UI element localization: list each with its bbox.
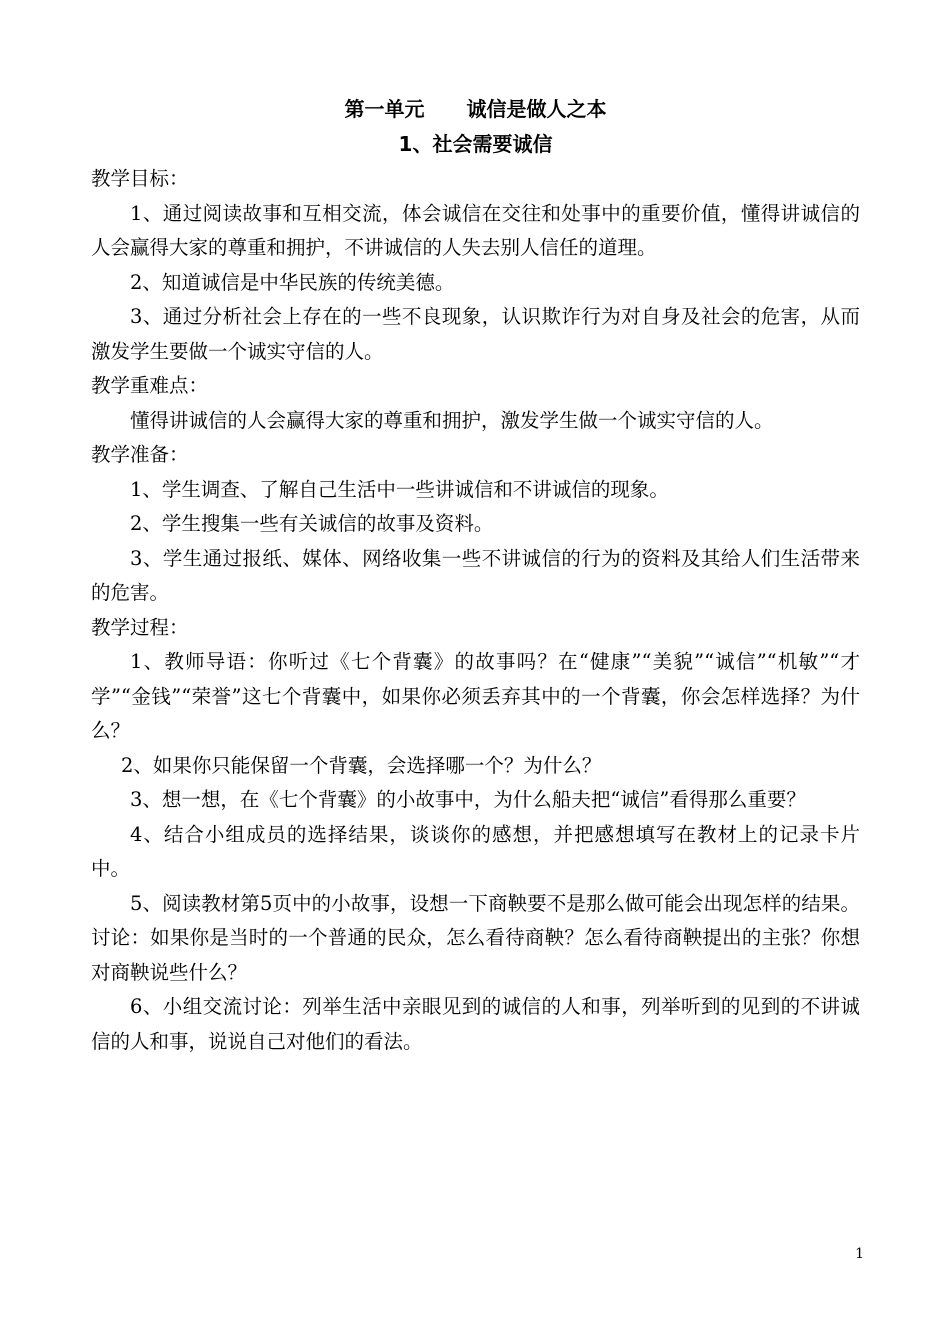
unit-title-part2: 诚信是做人之本 (466, 97, 607, 121)
process-item-6: 6、小组交流讨论：列举生活中亲眼见到的诚信的人和事，列举听到的见到的不讲诚信的人和事，说说自己对他们的看法。 (91, 995, 860, 1053)
preparation-item-1: 1、学生调查、了解自己生活中一些讲诚信和不讲诚信的现象。 (130, 477, 669, 501)
objective-item-3: 3、通过分析社会上存在的一些不良现象，认识欺诈行为对自身及社会的危害，从而激发学生要做一个诚实守信的人。 (91, 305, 860, 363)
process-item-2: 2、如果你只能保留一个背囊，会选择哪一个？为什么？ (121, 753, 602, 777)
process-item-1: 1、教师导语：你听过《七个背囊》的故事吗？在“健康”“美貌”“诚信”“机敏”“才学”“金钱”“荣誉”这七个背囊中，如果你必须丢弃其中的一个背囊，你会怎样选择？为什么？ (91, 650, 860, 742)
document-body (91, 92, 860, 1059)
process-item-4: 4、结合小组成员的选择结果，谈谈你的感想，并把感想填写在教材上的记录卡片中。 (91, 822, 860, 880)
objectives-heading: 教学目标： (91, 167, 189, 190)
preparation-item-2: 2、学生搜集一些有关诚信的故事及资料。 (130, 512, 494, 535)
objective-item-2: 2、知道诚信是中华民族的传统美德。 (130, 270, 455, 294)
key-points-heading: 教学重难点： (91, 374, 209, 397)
page-number: 1 (855, 1246, 864, 1262)
process-item-5: 5、阅读教材第5页中的小故事，设想一下商鞅要不是那么做可能会出现怎样的结果。讨论：如果你是当时的一个普通的民众，怎么看待商鞅？怎么看待商鞅提出的主张？你想对商鞅说些什么？ (91, 891, 860, 984)
unit-title-part1: 第一单元 (344, 97, 425, 121)
key-point-item-1: 懂得讲诚信的人会赢得大家的尊重和拥护，激发学生做一个诚实守信的人。 (130, 408, 774, 432)
unit-title (91, 92, 860, 127)
objective-item-1: 1、通过阅读故事和互相交流，体会诚信在交往和处事中的重要价值，懂得讲诚信的人会赢得大家的尊重和拥护，不讲诚信的人失去别人信任的道理。 (91, 201, 860, 259)
preparation-item-3: 3、学生通过报纸、媒体、网络收集一些不讲诚信的行为的资料及其给人们生活带来的危害。 (91, 546, 860, 604)
process-item-3: 3、想一想，在《七个背囊》的小故事中，为什么船夫把“诚信”看得那么重要？ (130, 788, 806, 811)
lesson-title: 1、社会需要诚信 (398, 132, 553, 156)
preparation-heading: 教学准备： (91, 443, 189, 466)
process-heading: 教学过程： (91, 615, 189, 639)
